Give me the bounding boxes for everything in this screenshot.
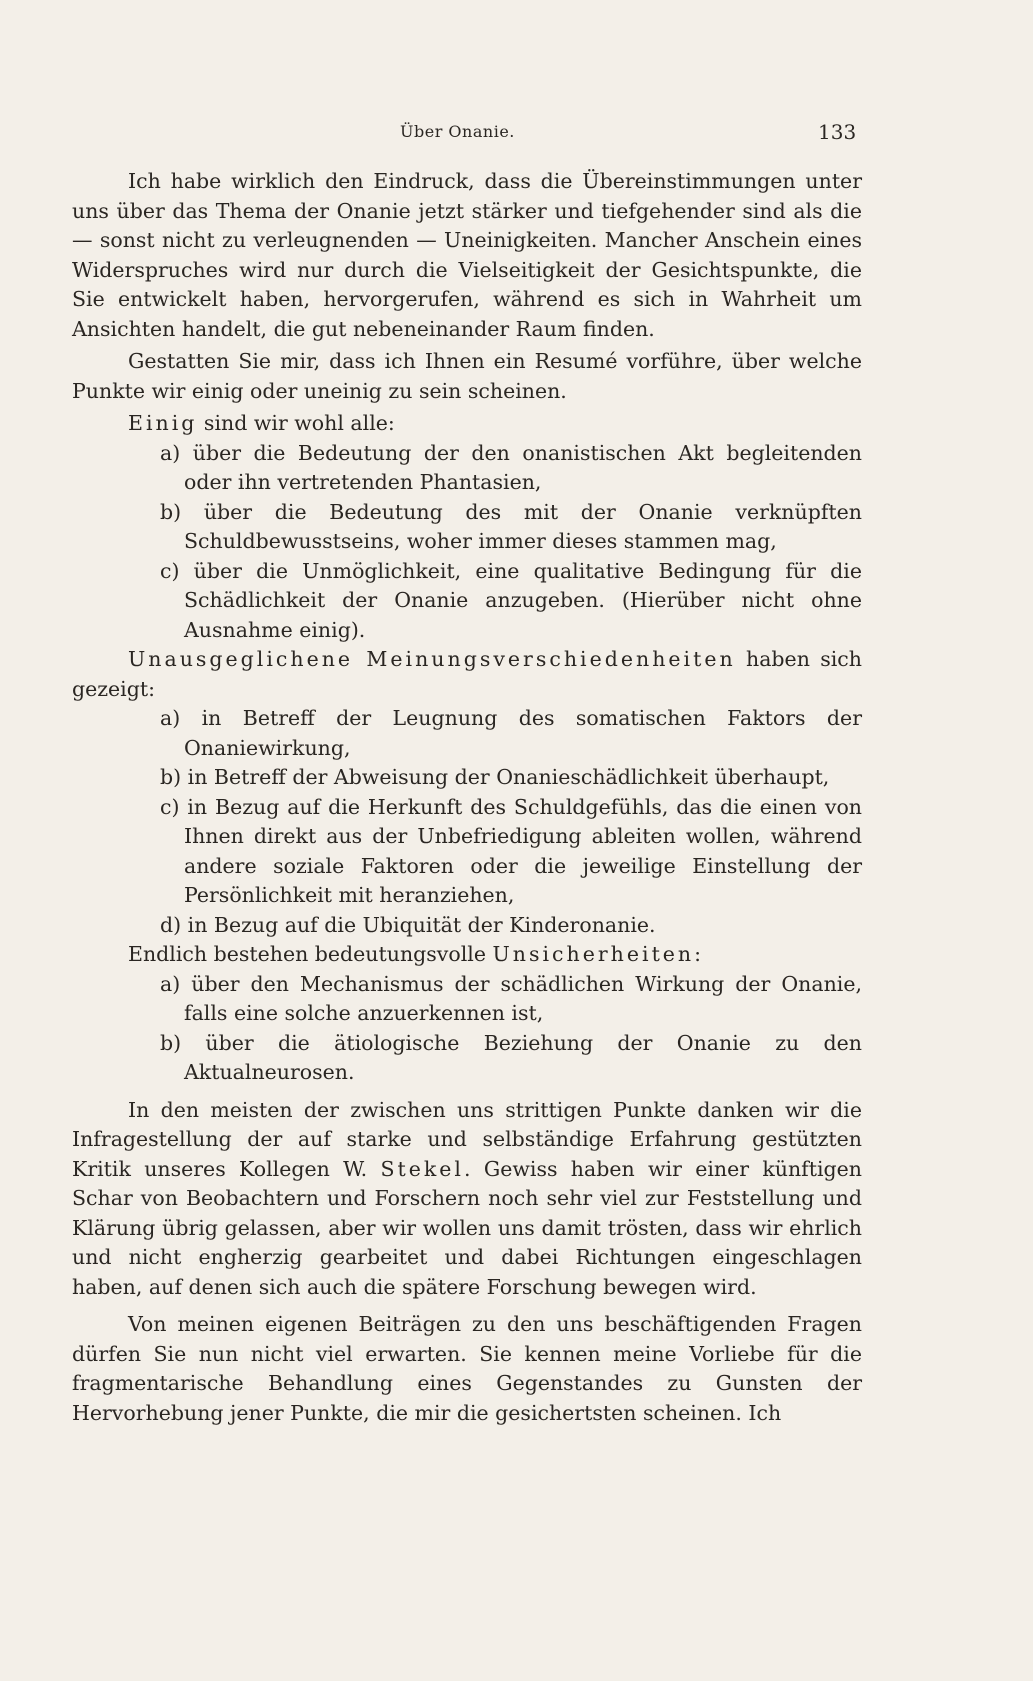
unaus-item-b: b) in Betreff der Abweisung der Onanieschädlichkeit überhaupt,	[160, 765, 830, 789]
einig-item-a: a) über die Bedeutung der den onanistischen Akt begleitenden oder ihn vertretenden Phantasien,	[160, 440, 862, 494]
unaus-heading	[72, 645, 862, 704]
unsicher-item-b: b) über die ätiologische Beziehung der Onanie zu den Aktualneurosen.	[160, 1030, 862, 1084]
paragraph-3-pre: In den meisten der zwischen uns strittigen Punkte danken wir die Infragestellung der auf starke und selbständige Erfahrung gestützten Kritik unseres Kollegen W.	[72, 1097, 862, 1181]
unaus-item-c: c) in Bezug auf die Herkunft des Schuldgefühls, das die einen von Ihnen direkt aus der Unbefriedigung ableiten wollen, während andere soziale Faktoren oder die jeweilige Einstellung der Persönlichkeit mit heranziehen,	[160, 794, 862, 907]
einig-item-b: b) über die Bedeutung des mit der Onanie verknüpften Schuldbewusstseins, woher immer dieses stammen mag,	[160, 499, 862, 553]
paragraph-3-post: . Gewiss haben wir einer künftigen Schar von Beobachtern und Forschern noch sehr viel zur Feststellung und Klärung übrig gelassen, aber wir wollen uns damit trösten, dass wir ehrlich und nicht engherzig gearbeitet und dabei Richtungen eingeschlagen haben, auf denen sich auch die spätere Forschung bewegen wird.	[72, 1156, 863, 1299]
unsicher-heading-pre: Endlich bestehen bedeutungsvolle	[128, 942, 493, 966]
unaus-heading-rest: haben sich gezeigt:	[72, 647, 862, 701]
paragraph-4: Von meinen eigenen Beiträgen zu den uns beschäftigenden Fragen dürfen Sie nun nicht viel erwarten. Sie kennen meine Vorliebe für die fragmentarische Behandlung eines Gegenstandes zu Gunsten der Hervorhebung jener Punkte, die mir die gesichertsten scheinen. Ich	[72, 1312, 862, 1425]
paragraph-1: Ich habe wirklich den Eindruck, dass die Übereinstimmungen unter uns über das Thema der Onanie jetzt stärker und tiefgehender sind als die — sonst nicht zu verleugnenden — Uneinigkeiten. Mancher Anschein eines Widerspruches wird nur durch die Vielseitigkeit der Gesichtspunkte, die Sie entwickelt haben, hervorgerufen, während es sich in Wahrheit um Ansichten handelt, die gut nebeneinander Raum finden.	[72, 169, 862, 341]
unsicher-item-a: a) über den Mechanismus der schädlichen Wirkung der Onanie, falls eine solche anzuerkennen ist,	[160, 971, 862, 1025]
running-title: Über Onanie.	[400, 122, 515, 141]
page-header	[0, 118, 1033, 148]
einig-item-c: c) über die Unmöglichkeit, eine qualitative Bedingung für die Schädlichkeit der Onanie anzugeben. (Hierüber nicht ohne Ausnahme einig).	[160, 558, 862, 642]
paragraph-3-name: Stekel	[380, 1156, 464, 1181]
body-text	[72, 167, 862, 1428]
paragraph-3	[72, 1096, 862, 1303]
paragraph-2: Gestatten Sie mir, dass ich Ihnen ein Resumé vorführe, über welche Punkte wir einig oder uneinig zu sein scheinen.	[72, 349, 862, 403]
unaus-item-a: a) in Betreff der Leugnung des somatischen Faktors der Onaniewirkung,	[160, 706, 862, 760]
unsicher-heading-rest: :	[694, 942, 702, 966]
unaus-heading-spaced: Unausgeglichene Meinungsverschiedenheiten	[128, 647, 736, 671]
einig-heading	[72, 409, 862, 439]
page-number: 133	[818, 120, 857, 144]
unsicher-heading	[72, 940, 862, 970]
einig-heading-rest: sind wir wohl alle:	[197, 411, 395, 435]
einig-heading-spaced: Einig	[128, 411, 198, 435]
unsicher-heading-spaced: Unsicherheiten	[492, 942, 695, 966]
unaus-item-d: d) in Bezug auf die Ubiquität der Kinderonanie.	[160, 912, 656, 937]
